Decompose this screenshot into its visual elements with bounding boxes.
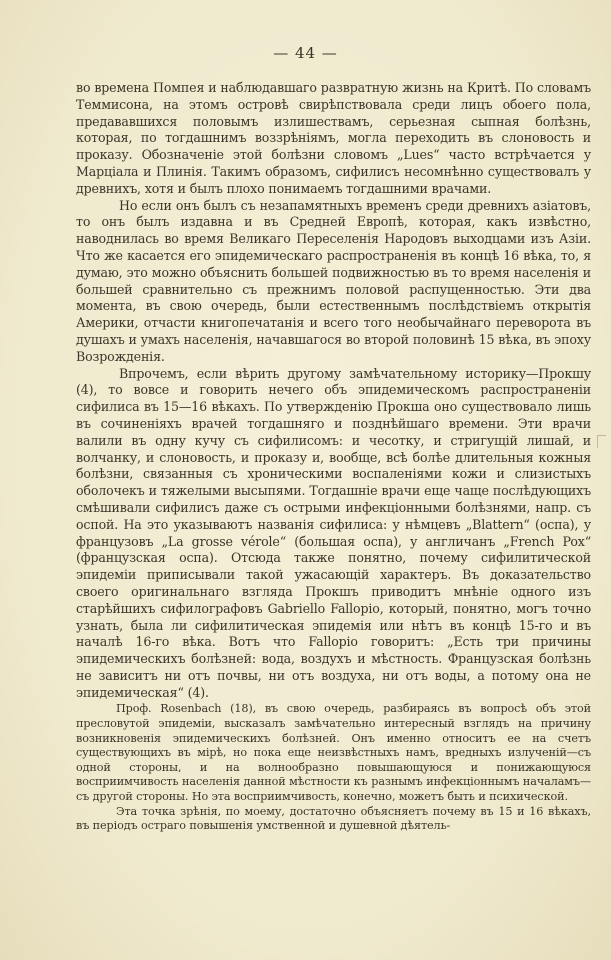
page-number: — 44 — (273, 44, 338, 62)
paragraph-2: Но если онъ былъ съ незапамятныхъ временъ среди древнихъ азіатовъ, то онъ былъ издавна и въ Средней Европѣ, которая, какъ извѣстно, наводнилась во время Великаго Переселенія Народовъ выходцами изъ Азіи. Что же касается его эпидемическаго распространенія въ концѣ 16 вѣка, то, я думаю, это можно объяснить большей подвижностью въ то время населенія и большей сравнительно съ прежнимъ половой распущенностью. Эти два момента, въ свою очередь, были естественнымъ послѣдствіемъ открытія Америки, отчасти книгопечатанія и всего того необычайнаго переворота въ душахъ и умахъ населенія, начавшагося во второй половинѣ 15 вѣка, въ эпоху Возрожденія. (76, 197, 591, 364)
margin-mark-decoration (597, 435, 606, 448)
paragraph-5: Эта точка зрѣнія, по моему, достаточно объясняетъ почему въ 15 и 16 вѣкахъ, въ періодъ остраго повышенія умственной и душевной дѣятель- (76, 804, 591, 833)
paragraph-3: Впрочемъ, если вѣрить другому замѣчательному историку—Прокшу (4), то вовсе и говорить нечего объ эпидемическомъ распространеніи сифилиса въ 15—16 вѣкахъ. По утвержденію Прокша оно существовало лишь въ сочиненіяхъ врачей тогдашняго и позднѣйшаго времени. Эти врачи валили въ одну кучу съ сифилисомъ: и чесотку, и стригущій лишай, и волчанку, и слоновость, и проказу и, вообще, всѣ болѣе длительныя кожныя болѣзни, связанныя съ хроническими воспаленіями кожи и слизистыхъ оболочекъ и тяжелыми высыпями. Тогдашніе врачи еще чаще послѣдующихъ смѣшивали сифилисъ даже съ острыми инфекціонными болѣзнями, напр. съ оспой. На это указываютъ названія сифилиса: у нѣмцевъ „Blattern“ (оспа), у французовъ „La grosse vérole“ (большая оспа), у англичанъ „French Pox“ (французская оспа). Отсюда также понятно, почему сифилитической эпидеміи приписывали такой ужасающій характеръ. Въ доказательство своего оригинальнаго взгляда Прокшъ приводитъ мнѣніе одного изъ старѣйшихъ сифилографовъ Gabriello Fallopio, который, понятно, могъ точно узнать, была ли сифилитическая эпидемія или нѣтъ въ концѣ 15-го и въ началѣ 16-го вѣка. Вотъ что Fallopio говоритъ: „Есть три причины эпидемическихъ болѣзней: вода, воздухъ и мѣстность. Французская болѣзнь не зависитъ ни отъ почвы, ни отъ воздуха, ни отъ воды, а потому она не эпидемическая“ (4). (76, 365, 591, 700)
paragraph-1: во времена Помпея и наблюдавшаго развратную жизнь на Критѣ. По словамъ Теммисона, на этомъ островѣ свирѣпствовала среди лицъ обоего пола, предававшихся половымъ излишествамъ, серьезная сыпная болѣзнь, которая, по тогдашнимъ воззрѣніямъ, могла переходить въ слоновость и проказу. Обозначеніе этой болѣзни словомъ „Lues“ часто встрѣчается у Марціала и Плинія. Такимъ образомъ, сифилисъ несомнѣнно существовалъ у древнихъ, хотя и былъ плохо понимаемъ тогдашними врачами. (76, 80, 591, 196)
paragraph-4: Проф. Rosenbach (18), въ свою очередь, разбираясь въ вопросѣ объ этой пресловутой эпидеміи, высказалъ замѣчательно интересный взглядъ на причину возникновенія эпидемическихъ болѣзней. Онъ именно относитъ ее на счетъ существующихъ въ мірѣ, но пока еще неизвѣстныхъ намъ, вредныхъ излученій—съ одной стороны, и на волнообразно повышающуюся и понижающуюся восприимчивость населенія данной мѣстности къ разнымъ инфекціоннымъ началамъ—съ другой стороны. Но эта восприимчивость, конечно, можетъ быть и психической. (76, 702, 591, 804)
body-text (76, 80, 591, 834)
